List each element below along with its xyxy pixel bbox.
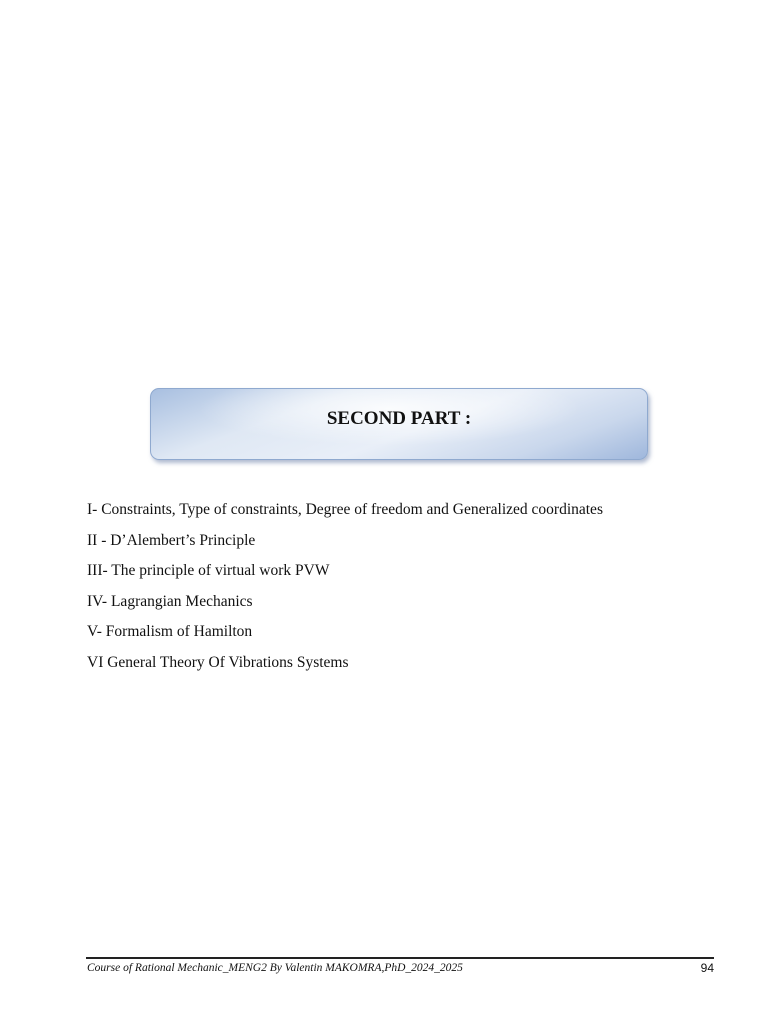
- section-title: SECOND PART :: [326, 408, 472, 429]
- contents-list: [87, 495, 603, 678]
- contents-item: I- Constraints, Type of constraints, Degree of freedom and Generalized coordinates: [87, 501, 603, 518]
- footer-divider: [86, 957, 714, 959]
- contents-item: V- Formalism of Hamilton: [87, 623, 253, 640]
- contents-item: II - D’Alembert’s Principle: [87, 531, 256, 549]
- footer-course-text: Course of Rational Mechanic_MENG2 By Valentin MAKOMRA,PhD_2024_2025: [87, 962, 463, 974]
- contents-item: VI General Theory Of Vibrations Systems: [87, 653, 349, 671]
- section-banner: [150, 388, 648, 460]
- contents-item: III- The principle of virtual work PVW: [87, 562, 330, 579]
- page-number: 94: [700, 961, 714, 975]
- contents-item: IV- Lagrangian Mechanics: [87, 592, 253, 610]
